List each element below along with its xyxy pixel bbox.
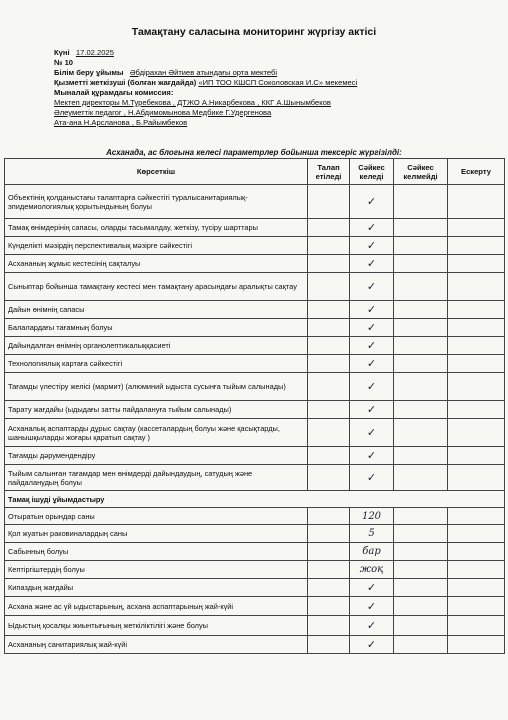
row-indicator-text: Сыныптар бойынша тамақтану кестесі мен тамақтану арасындағы аралықты сақтау — [5, 273, 308, 301]
section-title: Тамақ ішуді ұйымдастыру — [5, 491, 505, 508]
row-indicator-text: Тағамды үлестіру желісі (мармит) (алюминий ыдыста сусынға тыйым салынады) — [5, 373, 308, 401]
meta-commission — [54, 88, 173, 98]
row-required-cell — [308, 301, 350, 319]
row-indicator-text: Ыдыстың қосалқы жиынтығының жеткіліктілігі және болуы — [5, 616, 308, 636]
row-handwritten-value: 5 — [350, 525, 394, 543]
row-noncompliant-cell — [394, 255, 448, 273]
date-value: 17.02.2025 — [75, 48, 114, 57]
row-indicator-text: Тыйым салынған тағамдар мен өнімдерді дайындаудың, сатудың және пайдаланудың болуы — [5, 465, 308, 491]
row-required-cell — [308, 636, 350, 654]
row-note-cell — [448, 447, 505, 465]
row-noncompliant-cell — [394, 355, 448, 373]
meta-date — [54, 48, 114, 58]
table-row — [5, 237, 505, 255]
row-noncompliant-cell — [394, 579, 448, 597]
table-row — [5, 419, 505, 447]
table-row — [5, 597, 505, 616]
row-required-cell — [308, 237, 350, 255]
row-note-cell — [448, 616, 505, 636]
row-check-mark: ✓ — [350, 597, 394, 616]
row-required-cell — [308, 508, 350, 525]
row-indicator-text: Балалардағы тағамның болуы — [5, 319, 308, 337]
row-check-mark: ✓ — [350, 401, 394, 419]
row-noncompliant-cell — [394, 337, 448, 355]
table-subtitle: Асханада, ас блогына келесі параметрлер бойынша тексеріс жүргізілді: — [106, 148, 402, 157]
row-indicator-text: Тамақ өнімдерінің сапасы, оларды тасымалдау, жеткізу, түсіру шарттары — [5, 219, 308, 237]
row-noncompliant-cell — [394, 185, 448, 219]
row-note-cell — [448, 561, 505, 579]
row-check-mark: ✓ — [350, 355, 394, 373]
row-indicator-text: Кептіргіштердің болуы — [5, 561, 308, 579]
row-note-cell — [448, 373, 505, 401]
row-check-mark: ✓ — [350, 447, 394, 465]
row-indicator-text: Дайындалған өнімнің органолептикалыққасиеті — [5, 337, 308, 355]
table-row — [5, 401, 505, 419]
table-row — [5, 616, 505, 636]
row-note-cell — [448, 237, 505, 255]
table-row — [5, 255, 505, 273]
header-noncompliant: Сәйкес келмейді — [394, 159, 448, 185]
row-indicator-text: Қол жуатын раковиналардың саны — [5, 525, 308, 543]
row-note-cell — [448, 465, 505, 491]
row-check-mark: ✓ — [350, 465, 394, 491]
row-required-cell — [308, 579, 350, 597]
row-required-cell — [308, 337, 350, 355]
row-required-cell — [308, 419, 350, 447]
row-check-mark: ✓ — [350, 579, 394, 597]
table-row — [5, 185, 505, 219]
row-note-cell — [448, 255, 505, 273]
meta-number — [54, 58, 73, 68]
provider-value: «ИП ТОО КШСП Соколовская И.С» мекемесі — [198, 78, 358, 87]
table-row — [5, 561, 505, 579]
row-required-cell — [308, 465, 350, 491]
commission-label: Мыналай құрамдағы комиссия: — [54, 88, 174, 97]
row-note-cell — [448, 219, 505, 237]
row-required-cell — [308, 273, 350, 301]
row-required-cell — [308, 561, 350, 579]
row-indicator-text: Объектінің қолданыстағы талаптарға сәйкестігі туралысанитариялық-эпидемиологиялық қорытындының болуы — [5, 185, 308, 219]
monitoring-table — [4, 158, 505, 654]
row-required-cell — [308, 219, 350, 237]
row-handwritten-value: жоқ — [350, 561, 394, 579]
row-note-cell — [448, 525, 505, 543]
row-noncompliant-cell — [394, 561, 448, 579]
row-noncompliant-cell — [394, 319, 448, 337]
row-note-cell — [448, 301, 505, 319]
table-row — [5, 525, 505, 543]
table-row — [5, 508, 505, 525]
row-required-cell — [308, 255, 350, 273]
row-note-cell — [448, 508, 505, 525]
table-row — [5, 301, 505, 319]
row-noncompliant-cell — [394, 597, 448, 616]
row-check-mark: ✓ — [350, 237, 394, 255]
row-check-mark: ✓ — [350, 373, 394, 401]
table-row — [5, 337, 505, 355]
commission-line-1: Мектеп директоры М.Туребекова , ДТЖО А.Никарбекова , ККГ А.Шынымбеков — [54, 98, 331, 107]
table-row — [5, 273, 505, 301]
document-title: Тамақтану саласына мониторинг жүргізу актісі — [131, 26, 377, 38]
row-note-cell — [448, 401, 505, 419]
org-label: Білім беру ұйымы — [54, 68, 124, 77]
row-required-cell — [308, 616, 350, 636]
row-handwritten-value: бар — [350, 543, 394, 561]
row-required-cell — [308, 319, 350, 337]
row-noncompliant-cell — [394, 465, 448, 491]
row-noncompliant-cell — [394, 401, 448, 419]
row-indicator-text: Технологиялық картаға сәйкестігі — [5, 355, 308, 373]
row-indicator-text: Асхананың санитариялық жай-күйі — [5, 636, 308, 654]
row-indicator-text: Күнделікті мәзірдің перспективалық мәзірге сәйкестігі — [5, 237, 308, 255]
row-handwritten-value: 120 — [350, 508, 394, 525]
row-indicator-text: Асхананың жұмыс кестесінің сақталуы — [5, 255, 308, 273]
row-noncompliant-cell — [394, 419, 448, 447]
header-compliant: Сәйкес келеді — [350, 159, 394, 185]
row-indicator-text: Сабынның болуы — [5, 543, 308, 561]
row-noncompliant-cell — [394, 301, 448, 319]
row-noncompliant-cell — [394, 237, 448, 255]
date-label: Күні — [54, 48, 70, 57]
row-check-mark: ✓ — [350, 636, 394, 654]
row-indicator-text: Тағамды дәрумендендіру — [5, 447, 308, 465]
row-required-cell — [308, 543, 350, 561]
header-indicator: Көрсеткіш — [5, 159, 308, 185]
table-row — [5, 355, 505, 373]
row-check-mark: ✓ — [350, 273, 394, 301]
row-note-cell — [448, 185, 505, 219]
org-value: Әбдірахан Әйтиев атындағы орта мектебі — [129, 68, 278, 77]
act-number: № 10 — [54, 58, 74, 67]
row-noncompliant-cell — [394, 447, 448, 465]
table-row — [5, 636, 505, 654]
row-note-cell — [448, 419, 505, 447]
row-note-cell — [448, 319, 505, 337]
header-note: Ескерту — [448, 159, 505, 185]
row-check-mark: ✓ — [350, 185, 394, 219]
row-note-cell — [448, 543, 505, 561]
table-header-row — [5, 159, 505, 185]
row-note-cell — [448, 597, 505, 616]
section-row — [5, 491, 505, 508]
row-note-cell — [448, 337, 505, 355]
row-check-mark: ✓ — [350, 337, 394, 355]
row-check-mark: ✓ — [350, 301, 394, 319]
row-noncompliant-cell — [394, 273, 448, 301]
table-row — [5, 219, 505, 237]
row-check-mark: ✓ — [350, 616, 394, 636]
row-required-cell — [308, 401, 350, 419]
row-indicator-text: Асханалық аспаптарды дұрыс сақтау (кассеталардың болуы және қасықтарды, шанышқыларды жоғары қаратып сақтау ) — [5, 419, 308, 447]
row-check-mark: ✓ — [350, 319, 394, 337]
header-required: Талап етіледі — [308, 159, 350, 185]
row-required-cell — [308, 355, 350, 373]
commission-line-2: Әлеуметтік педагог , Н.Абдимомынова Медбике Г.Удергенова — [54, 108, 272, 117]
row-note-cell — [448, 355, 505, 373]
table-row — [5, 465, 505, 491]
meta-provider — [54, 78, 357, 88]
table-row — [5, 447, 505, 465]
row-noncompliant-cell — [394, 219, 448, 237]
row-required-cell — [308, 525, 350, 543]
meta-org — [54, 68, 277, 78]
table-row — [5, 543, 505, 561]
row-noncompliant-cell — [394, 525, 448, 543]
row-noncompliant-cell — [394, 543, 448, 561]
row-check-mark: ✓ — [350, 419, 394, 447]
row-note-cell — [448, 273, 505, 301]
row-noncompliant-cell — [394, 636, 448, 654]
row-noncompliant-cell — [394, 373, 448, 401]
row-required-cell — [308, 447, 350, 465]
table-row — [5, 373, 505, 401]
row-noncompliant-cell — [394, 616, 448, 636]
row-check-mark: ✓ — [350, 255, 394, 273]
row-indicator-text: Дайын өнімнің сапасы — [5, 301, 308, 319]
row-indicator-text: Тарату жағдайы (ыдыдағы затты пайдалануға тыйым салынады) — [5, 401, 308, 419]
row-indicator-text: Кипаздың жағдайы — [5, 579, 308, 597]
row-note-cell — [448, 579, 505, 597]
table-row — [5, 319, 505, 337]
table-row — [5, 579, 505, 597]
row-noncompliant-cell — [394, 508, 448, 525]
row-required-cell — [308, 185, 350, 219]
commission-line-3: Ата-ана Н.Арсланова , Б.Райымбеков — [54, 118, 188, 127]
row-indicator-text: Асхана және ас үй ыдыстарының, асхана аспаптарының жай-күйі — [5, 597, 308, 616]
row-note-cell — [448, 636, 505, 654]
row-required-cell — [308, 597, 350, 616]
row-indicator-text: Отыратын орындар саны — [5, 508, 308, 525]
provider-label: Қызметті жеткізуші (болған жағдайда) — [54, 78, 197, 87]
row-required-cell — [308, 373, 350, 401]
row-check-mark: ✓ — [350, 219, 394, 237]
